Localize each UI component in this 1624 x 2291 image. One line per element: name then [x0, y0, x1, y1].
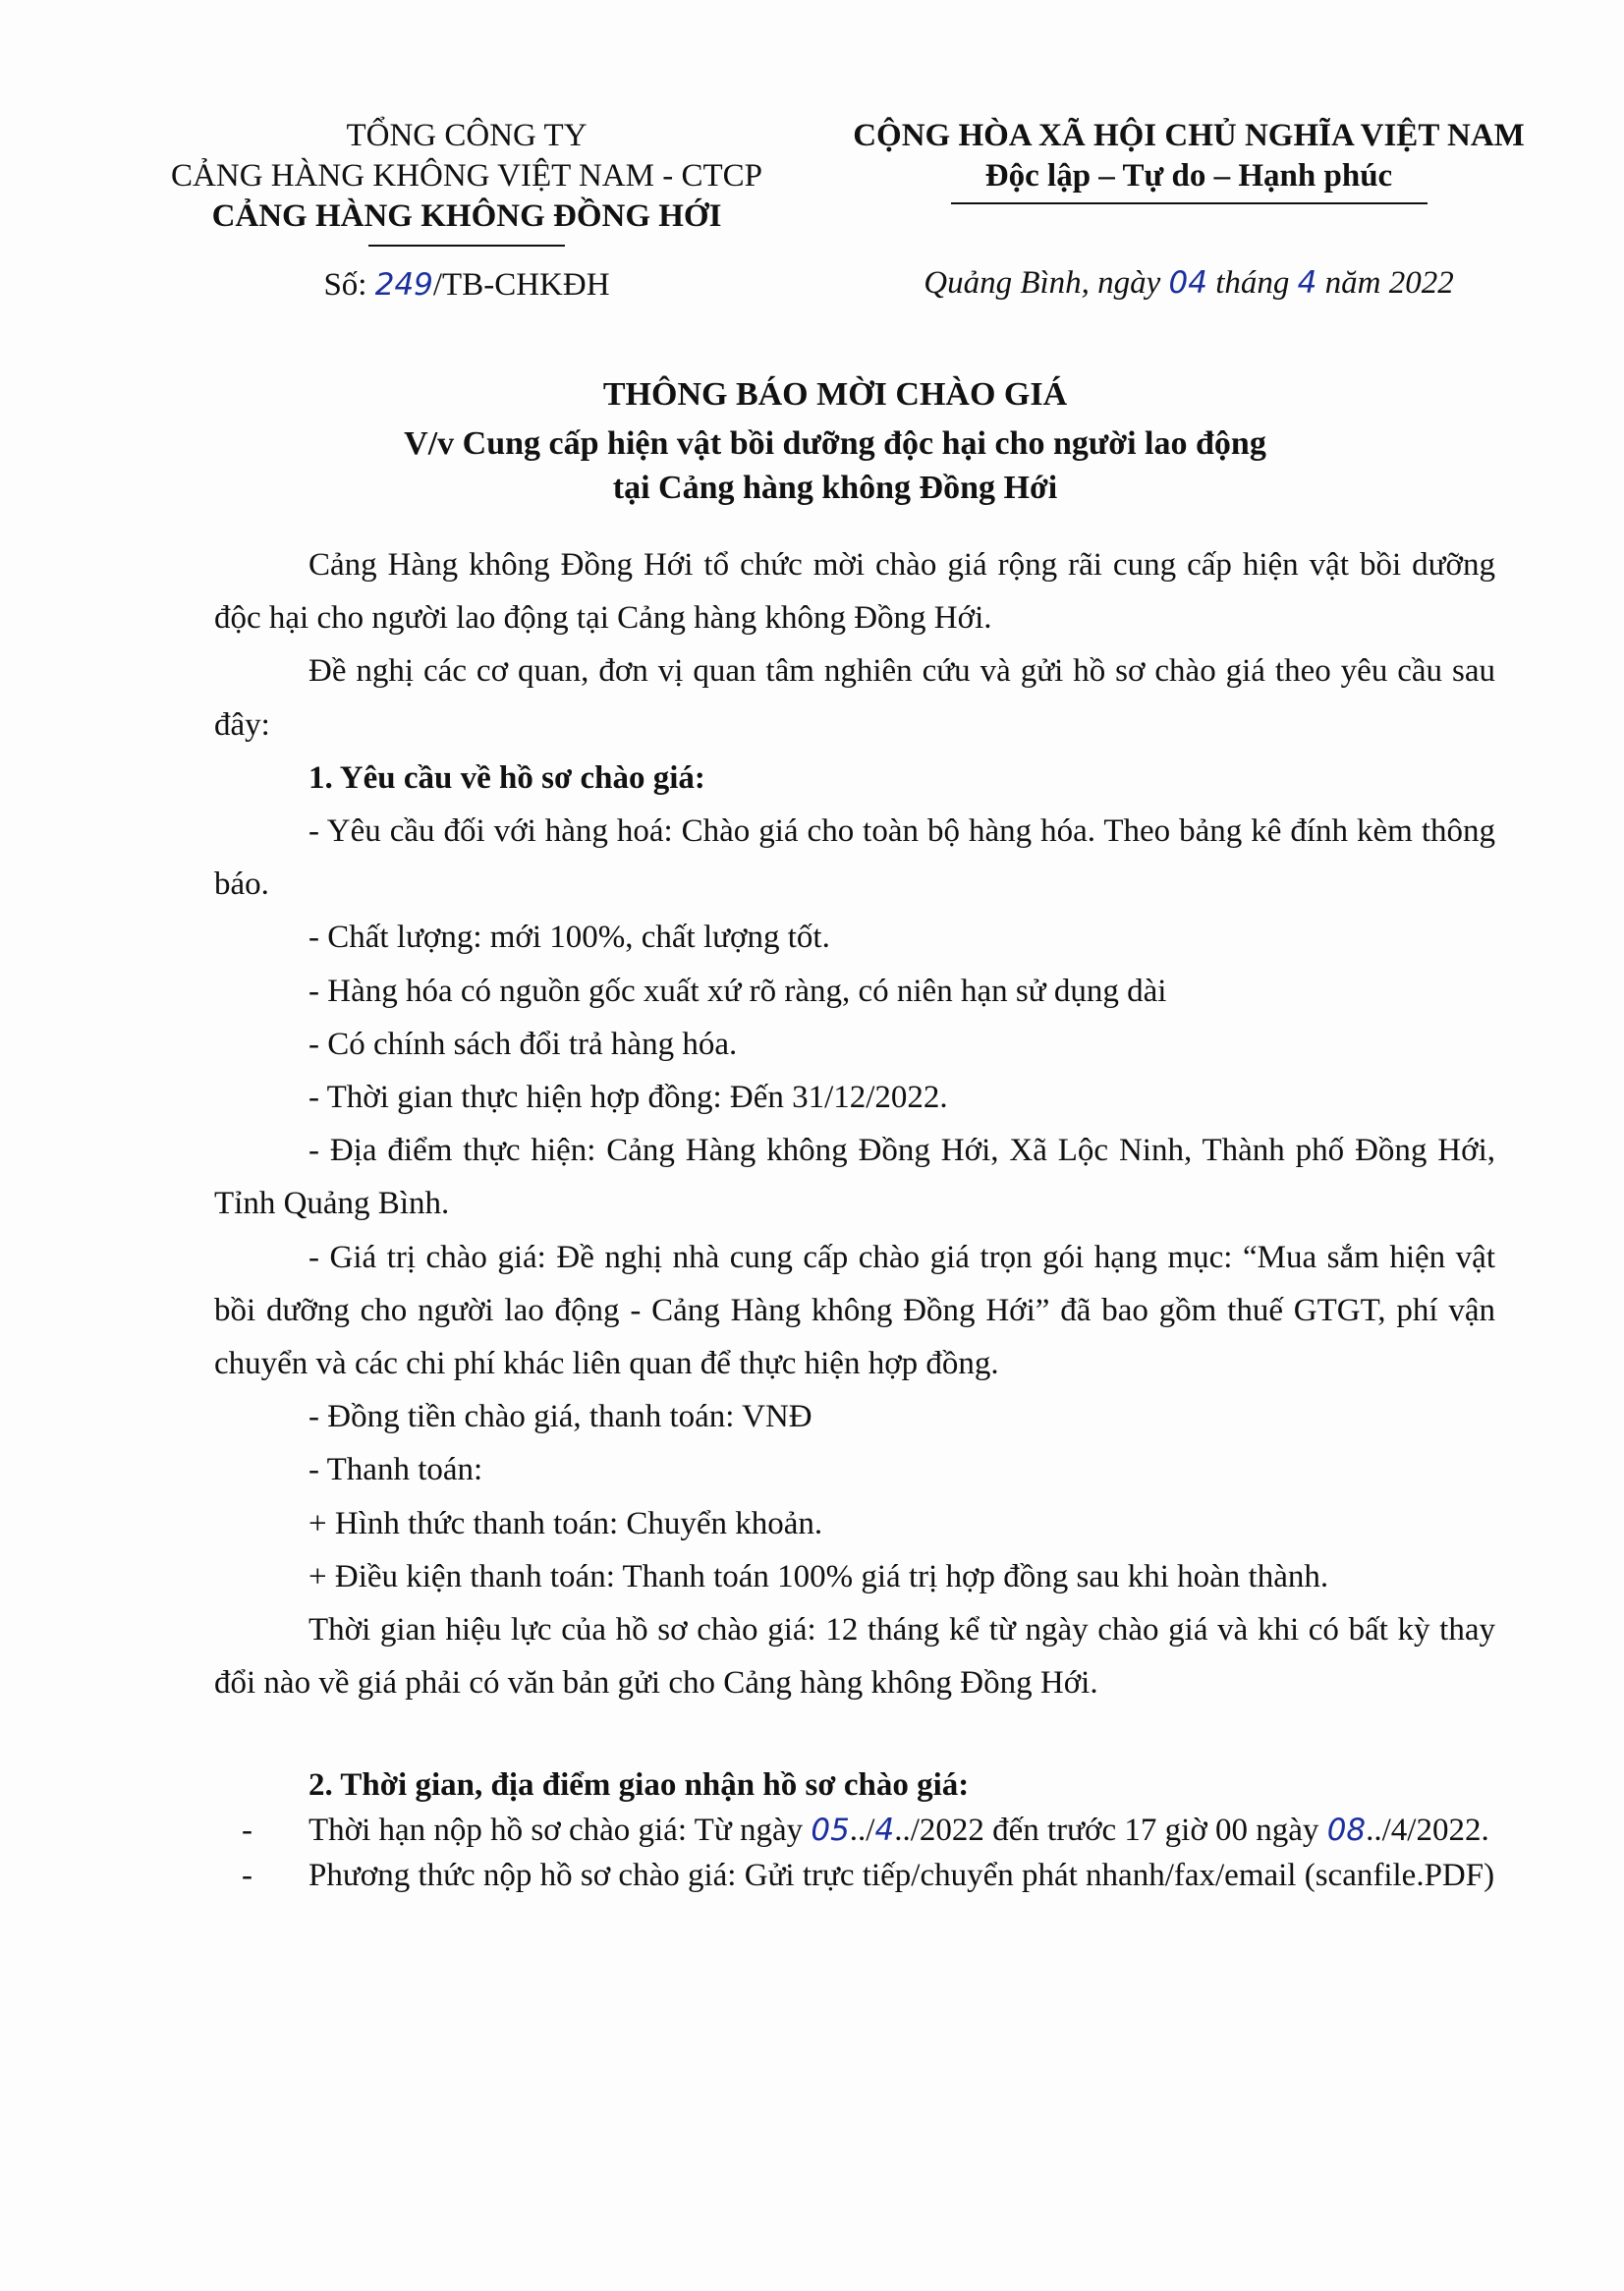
date-month-handwritten: 4	[1297, 265, 1317, 301]
list-dash: -	[242, 1813, 252, 1849]
submission-list	[214, 1808, 1495, 1898]
date-place: Quảng Bình, ngày	[924, 265, 1169, 301]
intro-paragraph: Cảng Hàng không Đồng Hới tổ chức mời chào giá rộng rãi cung cấp hiện vật bồi dưỡng độc hại cho người lao động tại Cảng hàng không Đồng Hới.	[214, 547, 1495, 637]
payment-subitem: + Hình thức thanh toán: Chuyển khoản.	[308, 1505, 823, 1541]
deadline-text-middle: ../2022 đến trước 17 giờ 00 ngày	[894, 1813, 1327, 1849]
document-number-suffix: /TB-CHKĐH	[432, 267, 610, 303]
document-number-handwritten: 249	[374, 267, 433, 303]
national-header	[835, 116, 1542, 204]
validity-paragraph: Thời gian hiệu lực của hồ sơ chào giá: 12 tháng kể từ ngày chào giá và khi có bất kỳ thay đổi nào về giá phải có văn bản gửi cho Cảng hàng không Đồng Hới.	[214, 1612, 1495, 1702]
issuer-parent-line1: TỔNG CÔNG TY	[346, 118, 588, 153]
date-year: năm 2022	[1316, 265, 1454, 301]
document-subject-line1: V/v Cung cấp hiện vật bồi dưỡng độc hại cho người lao động	[404, 425, 1266, 462]
requirement-item: - Chất lượng: mới 100%, chất lượng tốt.	[308, 920, 830, 956]
requirement-item: - Yêu cầu đối với hàng hoá: Chào giá cho toàn bộ hàng hóa. Theo bảng kê đính kèm thông báo.	[214, 813, 1495, 903]
document-number	[147, 267, 786, 304]
national-title: CỘNG HÒA XÃ HỘI CHỦ NGHĨA VIỆT NAM	[853, 118, 1525, 153]
place-date-line	[835, 265, 1542, 302]
document-title-block	[196, 368, 1474, 510]
payment-subitem: + Điều kiện thanh toán: Thanh toán 100% giá trị hợp đồng sau khi hoàn thành.	[308, 1558, 1329, 1594]
document-number-prefix: Số:	[323, 267, 375, 303]
deadline-text: Thời hạn nộp hồ sơ chào giá: Từ ngày	[308, 1813, 812, 1849]
list-dash: -	[242, 1858, 252, 1894]
document-subject-line2: tại Cảng hàng không Đồng Hới	[612, 470, 1058, 506]
issuer-underline	[368, 245, 565, 247]
method-text: Phương thức nộp hồ sơ chào giá: Gửi trực tiếp/chuyển phát nhanh/fax/email (scanfile.PDF)	[308, 1858, 1495, 1894]
requirement-item: - Hàng hóa có nguồn gốc xuất xứ rõ ràng, có niên hạn sử dụng dài	[308, 973, 1167, 1009]
issuer-name: CẢNG HÀNG KHÔNG ĐỒNG HỚI	[211, 198, 722, 234]
document-body	[214, 538, 1495, 1898]
submission-deadline-item	[214, 1808, 1495, 1853]
date-day-handwritten: 04	[1168, 265, 1207, 301]
national-motto: Độc lập – Tự do – Hạnh phúc	[984, 158, 1393, 194]
document-title: THÔNG BÁO MỜI CHÀO GIÁ	[602, 376, 1068, 413]
requirement-item: - Đồng tiền chào giá, thanh toán: VNĐ	[308, 1399, 812, 1435]
requirement-item: - Thời gian thực hiện hợp đồng: Đến 31/12/2022.	[308, 1080, 948, 1116]
deadline-to-day-handwritten: 08	[1326, 1813, 1367, 1849]
requirement-item: - Có chính sách đổi trả hàng hóa.	[308, 1026, 738, 1062]
date-month-label: tháng	[1207, 265, 1298, 301]
requirement-item: - Địa điểm thực hiện: Cảng Hàng không Đồng Hới, Xã Lộc Ninh, Thành phố Đồng Hới, Tỉnh Quảng Bình.	[214, 1133, 1495, 1222]
deadline-from-day-handwritten: 05	[811, 1813, 850, 1849]
requirement-item: - Thanh toán:	[308, 1452, 483, 1488]
spacer	[214, 1709, 1495, 1762]
deadline-separator: ../	[849, 1813, 875, 1849]
section2-heading: 2. Thời gian, địa điểm giao nhận hồ sơ chào giá:	[308, 1767, 970, 1804]
request-paragraph: Đề nghị các cơ quan, đơn vị quan tâm nghiên cứu và gửi hồ sơ chào giá theo yêu cầu sau đây:	[214, 653, 1495, 743]
issuer-header	[147, 116, 786, 247]
deadline-from-month-handwritten: 4	[874, 1813, 895, 1849]
submission-method-item	[214, 1853, 1495, 1898]
deadline-text-end: ../4/2022.	[1366, 1813, 1489, 1849]
requirement-item: - Giá trị chào giá: Đề nghị nhà cung cấp chào giá trọn gói hạng mục: “Mua sắm hiện vật bồi dưỡng cho người lao động - Cảng Hàng không Đồng Hới” đã bao gồm thuế GTGT, phí vận chuyển và các chi phí khác liên quan để thực hiện hợp đồng.	[214, 1239, 1495, 1382]
motto-underline	[951, 202, 1428, 204]
issuer-parent-line2: CẢNG HÀNG KHÔNG VIỆT NAM - CTCP	[171, 158, 762, 194]
section1-heading: 1. Yêu cầu về hồ sơ chào giá:	[308, 759, 705, 796]
